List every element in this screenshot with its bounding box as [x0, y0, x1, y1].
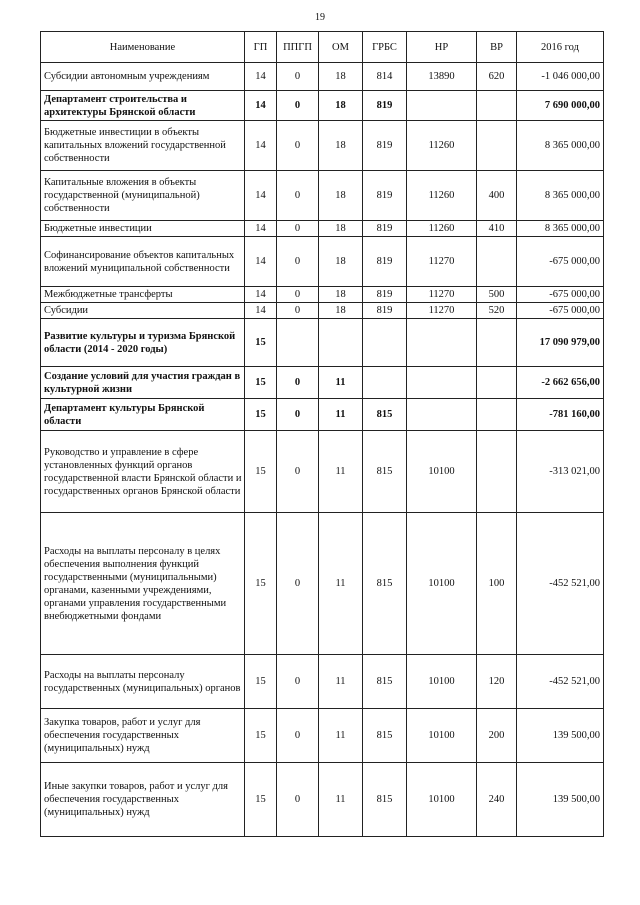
cell-om: 18 [319, 171, 363, 221]
cell-name: Капитальные вложения в объекты государственной (муниципальной) собственности [41, 171, 245, 221]
cell-nr: 11270 [407, 237, 477, 287]
cell-grbs: 815 [363, 709, 407, 763]
cell-ppgp: 0 [277, 303, 319, 319]
cell-nr: 11260 [407, 121, 477, 171]
cell-om: 18 [319, 63, 363, 91]
cell-amount: -452 521,00 [517, 655, 604, 709]
cell-amount: 8 365 000,00 [517, 121, 604, 171]
cell-nr: 13890 [407, 63, 477, 91]
cell-om: 11 [319, 513, 363, 655]
cell-grbs: 814 [363, 63, 407, 91]
cell-nr: 10100 [407, 709, 477, 763]
cell-vr: 410 [477, 221, 517, 237]
cell-gp: 15 [245, 399, 277, 431]
table-row [41, 709, 604, 763]
cell-grbs [363, 319, 407, 367]
cell-name: Департамент строительства и архитектуры Брянской области [41, 91, 245, 121]
cell-amount: 139 500,00 [517, 709, 604, 763]
cell-gp: 14 [245, 287, 277, 303]
cell-grbs: 815 [363, 431, 407, 513]
cell-grbs: 815 [363, 513, 407, 655]
cell-gp: 14 [245, 91, 277, 121]
cell-om: 11 [319, 431, 363, 513]
cell-grbs [363, 367, 407, 399]
cell-amount: -781 160,00 [517, 399, 604, 431]
cell-om: 11 [319, 709, 363, 763]
cell-name: Бюджетные инвестиции в объекты капитальных вложений государственной собственности [41, 121, 245, 171]
cell-grbs: 815 [363, 763, 407, 837]
cell-amount: -675 000,00 [517, 237, 604, 287]
table-row [41, 367, 604, 399]
page-number: 19 [315, 12, 325, 23]
header-gp: ГП [245, 32, 277, 63]
cell-name: Развитие культуры и туризма Брянской области (2014 - 2020 годы) [41, 319, 245, 367]
cell-vr: 500 [477, 287, 517, 303]
cell-om: 18 [319, 237, 363, 287]
cell-nr: 10100 [407, 763, 477, 837]
cell-vr: 620 [477, 63, 517, 91]
header-grbs: ГРБС [363, 32, 407, 63]
cell-gp: 15 [245, 367, 277, 399]
cell-ppgp: 0 [277, 655, 319, 709]
cell-amount: -675 000,00 [517, 303, 604, 319]
header-name: Наименование [41, 32, 245, 63]
cell-vr [477, 431, 517, 513]
table-row [41, 221, 604, 237]
table-row [41, 431, 604, 513]
table-row [41, 287, 604, 303]
cell-vr [477, 121, 517, 171]
cell-grbs: 815 [363, 399, 407, 431]
cell-om: 11 [319, 399, 363, 431]
cell-grbs: 819 [363, 303, 407, 319]
cell-nr [407, 319, 477, 367]
cell-gp: 15 [245, 431, 277, 513]
cell-nr: 11260 [407, 171, 477, 221]
cell-name: Закупка товаров, работ и услуг для обеспечения государственных (муниципальных) нужд [41, 709, 245, 763]
cell-nr [407, 91, 477, 121]
cell-gp: 15 [245, 319, 277, 367]
cell-name: Департамент культуры Брянской области [41, 399, 245, 431]
cell-amount: 8 365 000,00 [517, 221, 604, 237]
cell-nr: 10100 [407, 655, 477, 709]
table-row [41, 399, 604, 431]
header-ppgp: ППГП [277, 32, 319, 63]
cell-name: Создание условий для участия граждан в культурной жизни [41, 367, 245, 399]
table-row [41, 121, 604, 171]
cell-ppgp: 0 [277, 237, 319, 287]
cell-name: Руководство и управление в сфере установленных функций органов государственной власти Брянской области и государственных органов Брянской области [41, 431, 245, 513]
cell-name: Бюджетные инвестиции [41, 221, 245, 237]
cell-vr: 120 [477, 655, 517, 709]
cell-nr [407, 399, 477, 431]
header-nr: НР [407, 32, 477, 63]
cell-ppgp: 0 [277, 709, 319, 763]
cell-vr [477, 91, 517, 121]
cell-name: Субсидии автономным учреждениям [41, 63, 245, 91]
cell-vr: 240 [477, 763, 517, 837]
cell-om: 18 [319, 303, 363, 319]
cell-vr: 520 [477, 303, 517, 319]
cell-vr [477, 319, 517, 367]
cell-grbs: 819 [363, 121, 407, 171]
cell-name: Субсидии [41, 303, 245, 319]
cell-gp: 14 [245, 121, 277, 171]
cell-nr: 11270 [407, 303, 477, 319]
table-row [41, 303, 604, 319]
cell-vr [477, 367, 517, 399]
cell-nr: 10100 [407, 431, 477, 513]
cell-om: 18 [319, 91, 363, 121]
cell-om: 18 [319, 287, 363, 303]
cell-name: Межбюджетные трансферты [41, 287, 245, 303]
cell-grbs: 819 [363, 221, 407, 237]
cell-gp: 15 [245, 709, 277, 763]
table-row [41, 91, 604, 121]
cell-amount: -452 521,00 [517, 513, 604, 655]
cell-amount: 7 690 000,00 [517, 91, 604, 121]
cell-name: Софинансирование объектов капитальных вложений муниципальной собственности [41, 237, 245, 287]
cell-vr: 200 [477, 709, 517, 763]
cell-vr [477, 399, 517, 431]
table-row [41, 319, 604, 367]
cell-ppgp: 0 [277, 431, 319, 513]
cell-ppgp: 0 [277, 63, 319, 91]
cell-grbs: 815 [363, 655, 407, 709]
table-row [41, 171, 604, 221]
cell-grbs: 819 [363, 91, 407, 121]
cell-gp: 15 [245, 763, 277, 837]
cell-ppgp: 0 [277, 763, 319, 837]
cell-ppgp [277, 319, 319, 367]
table-row [41, 237, 604, 287]
header-vr: ВР [477, 32, 517, 63]
cell-name: Расходы на выплаты персоналу в целях обеспечения выполнения функций государственными (муниципальными) органами, казенными учреждениями, органами управления государственными внебюджетными фондами [41, 513, 245, 655]
cell-ppgp: 0 [277, 513, 319, 655]
budget-table [40, 31, 604, 837]
cell-vr [477, 237, 517, 287]
cell-om: 18 [319, 121, 363, 171]
cell-amount: -1 046 000,00 [517, 63, 604, 91]
cell-om: 11 [319, 655, 363, 709]
cell-grbs: 819 [363, 171, 407, 221]
cell-nr: 10100 [407, 513, 477, 655]
cell-amount: -675 000,00 [517, 287, 604, 303]
cell-gp: 14 [245, 171, 277, 221]
cell-amount: -2 662 656,00 [517, 367, 604, 399]
cell-om: 11 [319, 367, 363, 399]
table-row [41, 63, 604, 91]
cell-gp: 15 [245, 513, 277, 655]
cell-nr: 11260 [407, 221, 477, 237]
cell-gp: 14 [245, 237, 277, 287]
cell-ppgp: 0 [277, 121, 319, 171]
cell-ppgp: 0 [277, 91, 319, 121]
cell-nr [407, 367, 477, 399]
table-row [41, 513, 604, 655]
cell-grbs: 819 [363, 287, 407, 303]
cell-ppgp: 0 [277, 221, 319, 237]
cell-amount: 139 500,00 [517, 763, 604, 837]
cell-gp: 14 [245, 303, 277, 319]
cell-gp: 15 [245, 655, 277, 709]
cell-gp: 14 [245, 221, 277, 237]
cell-om [319, 319, 363, 367]
table-row [41, 763, 604, 837]
cell-name: Расходы на выплаты персоналу государственных (муниципальных) органов [41, 655, 245, 709]
cell-nr: 11270 [407, 287, 477, 303]
cell-ppgp: 0 [277, 171, 319, 221]
cell-ppgp: 0 [277, 287, 319, 303]
cell-name: Иные закупки товаров, работ и услуг для обеспечения государственных (муниципальных) нужд [41, 763, 245, 837]
cell-vr: 400 [477, 171, 517, 221]
cell-ppgp: 0 [277, 399, 319, 431]
cell-om: 11 [319, 763, 363, 837]
cell-ppgp: 0 [277, 367, 319, 399]
table-header-row [41, 32, 604, 63]
cell-amount: 17 090 979,00 [517, 319, 604, 367]
table-row [41, 655, 604, 709]
header-om: ОМ [319, 32, 363, 63]
cell-amount: 8 365 000,00 [517, 171, 604, 221]
cell-vr: 100 [477, 513, 517, 655]
header-year: 2016 год [517, 32, 604, 63]
cell-grbs: 819 [363, 237, 407, 287]
cell-om: 18 [319, 221, 363, 237]
cell-gp: 14 [245, 63, 277, 91]
cell-amount: -313 021,00 [517, 431, 604, 513]
